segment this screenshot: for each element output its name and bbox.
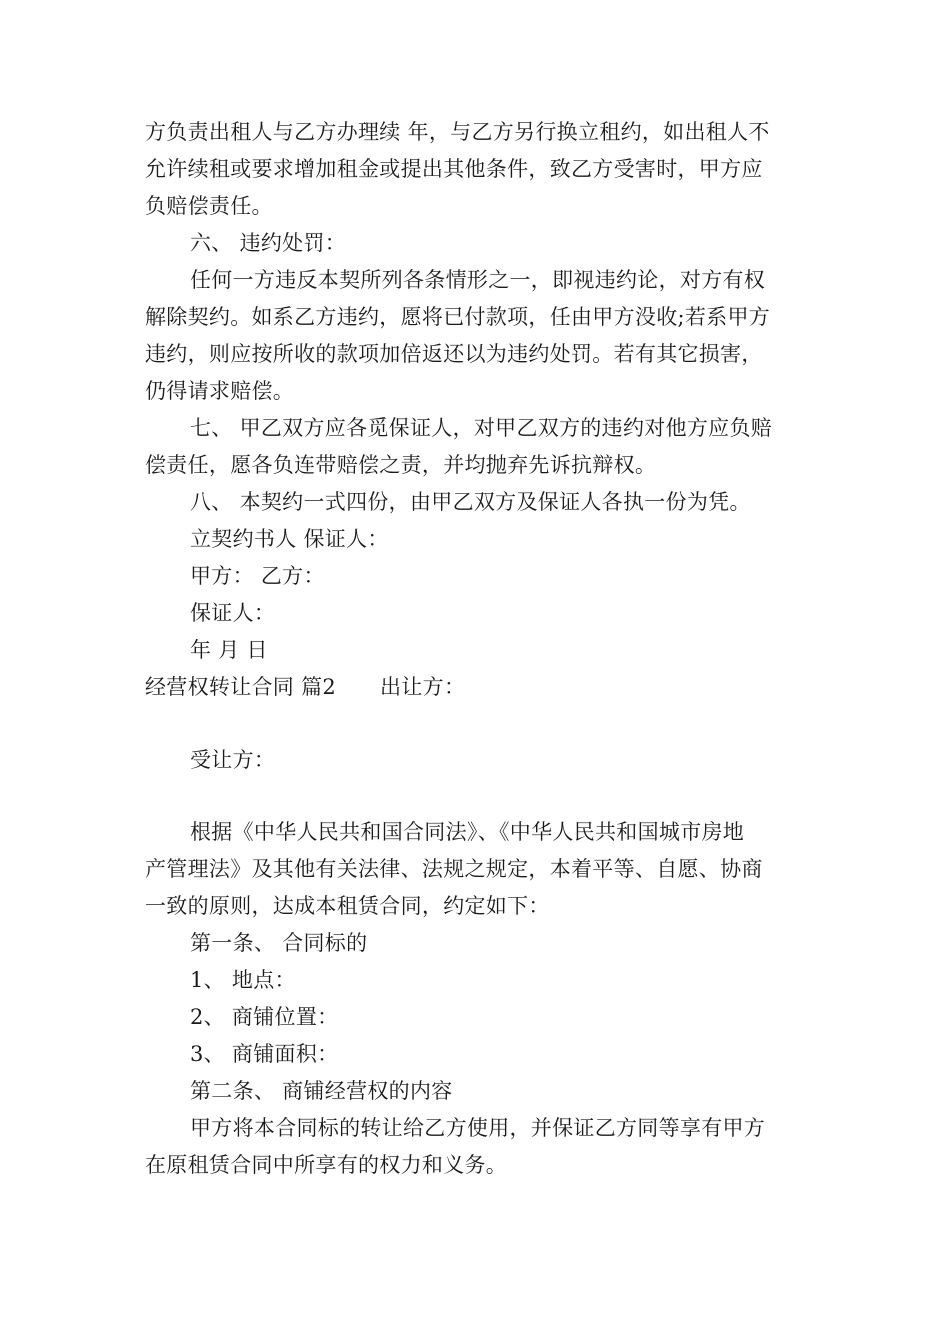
body-text-line: 允许续租或要求增加租金或提出其他条件，致乙方受害时，甲方应 bbox=[145, 157, 763, 181]
clause-eight: 八、 本契约一式四份，由甲乙双方及保证人各执一份为凭。 bbox=[190, 490, 751, 514]
body-text-line: 仍得请求赔偿。 bbox=[145, 379, 295, 403]
body-text-line: 负赔偿责任。 bbox=[145, 194, 273, 218]
party-line: 甲方： 乙方： bbox=[190, 564, 325, 588]
list-item: 2、 商铺位置： bbox=[190, 1005, 339, 1029]
section2-heading-row bbox=[145, 673, 815, 701]
body-text-line: 方负责出租人与乙方办理续 年，与乙方另行换立租约，如出租人不 bbox=[145, 120, 770, 144]
transferee-label: 受让方： bbox=[190, 748, 276, 772]
body-text-line: 偿责任，愿各负连带赔偿之责，并均抛弃先诉抗辩权。 bbox=[145, 453, 657, 477]
list-item: 3、 商铺面积： bbox=[190, 1042, 339, 1066]
guarantor-line: 保证人： bbox=[190, 601, 276, 625]
signatory-line: 立契约书人 保证人： bbox=[190, 527, 389, 551]
article-two-heading: 第二条、 商铺经营权的内容 bbox=[190, 1079, 453, 1103]
body-text-line: 在原租赁合同中所享有的权力和义务。 bbox=[145, 1153, 508, 1177]
body-text-line: 产管理法》及其他有关法律、法规之规定，本着平等、自愿、协商 bbox=[145, 857, 763, 881]
article-one-heading: 第一条、 合同标的 bbox=[190, 931, 368, 955]
body-text-line: 甲方将本合同标的转让给乙方使用，并保证乙方同等享有甲方 bbox=[190, 1116, 766, 1140]
transferor-label: 出让方： bbox=[380, 675, 466, 699]
list-item: 1、 地点： bbox=[190, 968, 296, 992]
section2-title: 经营权转让合同 篇2 bbox=[145, 675, 337, 699]
date-line: 年 月 日 bbox=[190, 638, 268, 662]
body-text-line: 一致的原则，达成本租赁合同，约定如下： bbox=[145, 894, 550, 918]
body-text-line: 根据《中华人民共和国合同法》、《中华人民共和国城市房地 bbox=[190, 820, 745, 844]
body-text-line: 解除契约。如系乙方违约，愿将已付款项，任由甲方没收;若系甲方 bbox=[145, 305, 771, 329]
clause-seven: 七、 甲乙双方应各觅保证人，对甲乙双方的违约对他方应负赔 bbox=[190, 416, 773, 440]
section-heading-penalty: 六、 违约处罚： bbox=[190, 231, 347, 255]
body-text-line: 违约，则应按所收的款项加倍返还以为违约处罚。若有其它损害， bbox=[145, 342, 763, 366]
body-text-line: 任何一方违反本契所列各条情形之一，即视违约论，对方有权 bbox=[190, 268, 766, 292]
